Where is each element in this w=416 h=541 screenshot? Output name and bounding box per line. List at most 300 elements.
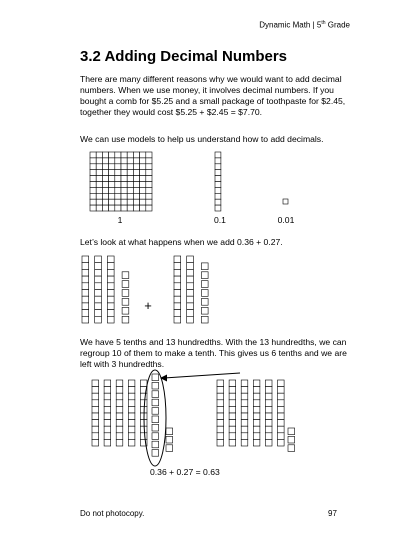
- hundreds-flat-model: [90, 152, 152, 211]
- flat-cell: [146, 182, 152, 188]
- flat-cell: [121, 182, 127, 188]
- tenth-rod-cell: [82, 296, 89, 303]
- tenth-rod-cell: [140, 433, 147, 440]
- tenth-rod-cell: [241, 387, 248, 394]
- tenth-rod-cell: [265, 413, 272, 420]
- page-header: Dynamic Math | 5th Grade: [259, 20, 350, 30]
- tenth-rod-cell: [82, 316, 89, 323]
- tenth-rod-cell: [241, 433, 248, 440]
- tenth-rod-cell: [95, 269, 102, 276]
- flat-cell: [127, 193, 133, 199]
- tenth-rod-cell: [229, 400, 236, 407]
- tenth-rod-model: [215, 152, 221, 211]
- tenth-rod-cell: [128, 426, 135, 433]
- flat-cell: [90, 164, 96, 170]
- tenth-rod-cell: [128, 380, 135, 387]
- flat-cell: [127, 182, 133, 188]
- tenth-rod-cell: [253, 439, 260, 446]
- flat-cell: [146, 158, 152, 164]
- tenth-rod-cell: [95, 256, 102, 263]
- tenth-rod-cell: [82, 290, 89, 297]
- tenth-rod-cell: [82, 256, 89, 263]
- flat-cell: [102, 193, 108, 199]
- tenth-rod-cell: [82, 310, 89, 317]
- tenth-rod-cell: [116, 420, 123, 427]
- hundredth-unit-model: [283, 199, 288, 204]
- flat-cell: [90, 205, 96, 211]
- flat-cell: [133, 182, 139, 188]
- flat-cell: [109, 170, 115, 176]
- tenth-rod-cell: [265, 393, 272, 400]
- flat-cell: [127, 152, 133, 158]
- flat-cell: [90, 193, 96, 199]
- hundredth-unit: [166, 428, 173, 435]
- hundredth-unit: [152, 424, 159, 431]
- tenth-rod-cell: [265, 380, 272, 387]
- flat-cell: [109, 152, 115, 158]
- flat-cell: [109, 176, 115, 182]
- tenth-rod-cell: [265, 387, 272, 394]
- tenth-rod-cell: [215, 152, 221, 158]
- flat-cell: [127, 187, 133, 193]
- hundredth-unit: [122, 307, 129, 314]
- tenth-rod-cell: [217, 426, 224, 433]
- tenth-rod-cell: [215, 158, 221, 164]
- tenth-rod-cell: [92, 420, 99, 427]
- flat-cell: [109, 182, 115, 188]
- label-tenth: 0.1: [214, 215, 226, 225]
- hundredth-unit: [122, 281, 129, 288]
- regroup-arrow: [164, 373, 240, 378]
- tenth-rod-cell: [217, 433, 224, 440]
- tenth-rod-cell: [253, 426, 260, 433]
- tenth-rod-cell: [253, 413, 260, 420]
- label-hundredth: 0.01: [277, 215, 295, 225]
- flat-cell: [90, 199, 96, 205]
- tenth-rod-cell: [187, 283, 194, 290]
- tenth-rod-cell: [278, 439, 285, 446]
- tenth-rod-cell: [116, 433, 123, 440]
- hundredth-unit: [201, 290, 208, 297]
- flat-cell: [121, 199, 127, 205]
- flat-cell: [140, 158, 146, 164]
- hundredth-unit: [288, 445, 295, 452]
- tenth-rod-cell: [107, 263, 114, 270]
- tenth-rod-cell: [253, 387, 260, 394]
- tenth-rod-cell: [278, 380, 285, 387]
- flat-cell: [96, 152, 102, 158]
- tenth-rod-cell: [104, 406, 111, 413]
- hundredth-unit: [201, 299, 208, 306]
- tenth-rod-cell: [187, 316, 194, 323]
- flat-cell: [140, 182, 146, 188]
- flat-cell: [102, 170, 108, 176]
- flat-cell: [146, 187, 152, 193]
- tenth-rod-cell: [174, 296, 181, 303]
- flat-cell: [109, 187, 115, 193]
- hundredth-unit: [152, 399, 159, 406]
- tenth-rod-cell: [187, 263, 194, 270]
- flat-cell: [96, 182, 102, 188]
- flat-cell: [133, 164, 139, 170]
- flat-cell: [133, 152, 139, 158]
- tenth-rod-cell: [95, 290, 102, 297]
- flat-cell: [102, 176, 108, 182]
- flat-cell: [90, 182, 96, 188]
- tenth-rod-cell: [215, 193, 221, 199]
- tenth-rod-cell: [92, 393, 99, 400]
- flat-cell: [127, 205, 133, 211]
- hundredth-unit: [201, 316, 208, 323]
- tenth-rod-cell: [241, 413, 248, 420]
- flat-cell: [127, 170, 133, 176]
- flat-cell: [102, 152, 108, 158]
- hundredth-unit: [201, 281, 208, 288]
- tenth-rod-cell: [215, 164, 221, 170]
- flat-cell: [96, 199, 102, 205]
- hundredth-unit: [152, 374, 159, 381]
- tenth-rod-cell: [128, 387, 135, 394]
- tenth-rod-cell: [253, 400, 260, 407]
- hundredth-unit: [201, 272, 208, 279]
- flat-cell: [109, 193, 115, 199]
- flat-cell: [140, 187, 146, 193]
- tenth-rod-cell: [116, 413, 123, 420]
- flat-cell: [121, 176, 127, 182]
- tenth-rod-cell: [104, 413, 111, 420]
- tenth-rod-cell: [92, 400, 99, 407]
- tenth-rod-cell: [92, 380, 99, 387]
- tenth-rod-cell: [140, 400, 147, 407]
- tenth-rod-cell: [215, 182, 221, 188]
- tenth-rod-cell: [229, 433, 236, 440]
- flat-cell: [133, 193, 139, 199]
- tenth-rod-cell: [215, 199, 221, 205]
- tenth-rod-cell: [217, 406, 224, 413]
- tenth-rod-cell: [215, 170, 221, 176]
- hundredth-unit: [152, 408, 159, 415]
- tenth-rod-cell: [104, 439, 111, 446]
- flat-cell: [96, 187, 102, 193]
- tenth-rod-cell: [128, 439, 135, 446]
- regroup-arrowhead: [160, 375, 167, 382]
- tenth-rod-cell: [95, 296, 102, 303]
- tenth-rod-cell: [278, 393, 285, 400]
- tenth-rod-cell: [95, 310, 102, 317]
- flat-cell: [96, 164, 102, 170]
- tenth-rod-cell: [217, 439, 224, 446]
- flat-cell: [140, 152, 146, 158]
- result-model: [217, 380, 295, 451]
- flat-cell: [96, 193, 102, 199]
- flat-cell: [140, 199, 146, 205]
- tenth-rod-cell: [278, 420, 285, 427]
- tenth-rod-cell: [217, 387, 224, 394]
- tenth-rod-cell: [107, 256, 114, 263]
- tenth-rod-cell: [265, 426, 272, 433]
- hundredth-unit: [122, 290, 129, 297]
- flat-cell: [115, 164, 121, 170]
- flat-cell: [140, 176, 146, 182]
- hundredth-unit: [122, 299, 129, 306]
- tenth-rod-cell: [241, 426, 248, 433]
- flat-cell: [133, 199, 139, 205]
- flat-cell: [133, 176, 139, 182]
- tenth-rod-cell: [217, 400, 224, 407]
- flat-cell: [102, 164, 108, 170]
- flat-cell: [146, 152, 152, 158]
- tenth-rod-cell: [82, 303, 89, 310]
- tenth-rod-cell: [104, 393, 111, 400]
- flat-cell: [115, 176, 121, 182]
- hundredth-unit: [122, 272, 129, 279]
- intro-paragraph: There are many different reasons why we would want to add decimal numbers. When we use money, it involves decimal numbers. If you bought a comb for $5.25 and a small package of toothpaste for $2.45, together they would cost $5.25 + $2.45 = $7.70.: [80, 74, 346, 117]
- tenth-rod-cell: [241, 400, 248, 407]
- tenth-rod-cell: [265, 439, 272, 446]
- tenth-rod-cell: [116, 439, 123, 446]
- tenth-rod-cell: [174, 316, 181, 323]
- flat-cell: [115, 205, 121, 211]
- tenth-rod-cell: [116, 387, 123, 394]
- tenth-rod-cell: [82, 283, 89, 290]
- tenth-rod-cell: [140, 393, 147, 400]
- tenth-rod-cell: [253, 433, 260, 440]
- hundredth-unit: [201, 263, 208, 270]
- flat-cell: [121, 205, 127, 211]
- tenth-rod-cell: [174, 256, 181, 263]
- tenth-rod-cell: [95, 263, 102, 270]
- tenth-rod-cell: [140, 380, 147, 387]
- tenth-rod-cell: [174, 276, 181, 283]
- hundredth-unit: [166, 445, 173, 452]
- hundredth-unit: [283, 199, 288, 204]
- tenth-rod-cell: [174, 303, 181, 310]
- tenth-rod-cell: [265, 420, 272, 427]
- flat-cell: [115, 158, 121, 164]
- flat-cell: [133, 158, 139, 164]
- tenth-rod-cell: [278, 406, 285, 413]
- hundredth-unit: [166, 436, 173, 443]
- tenth-rod-cell: [128, 400, 135, 407]
- tenth-rod-cell: [128, 433, 135, 440]
- tenth-rod-cell: [107, 269, 114, 276]
- tenth-rod-cell: [104, 426, 111, 433]
- tenth-rod-cell: [174, 290, 181, 297]
- tenth-rod-cell: [104, 387, 111, 394]
- tenth-rod-cell: [241, 393, 248, 400]
- flat-cell: [146, 205, 152, 211]
- flat-cell: [102, 187, 108, 193]
- flat-cell: [127, 199, 133, 205]
- flat-cell: [90, 170, 96, 176]
- tenth-rod-cell: [128, 420, 135, 427]
- flat-cell: [121, 164, 127, 170]
- flat-cell: [140, 205, 146, 211]
- tenth-rod-cell: [107, 310, 114, 317]
- flat-cell: [96, 170, 102, 176]
- tenth-rod-cell: [82, 263, 89, 270]
- hundredth-unit: [152, 391, 159, 398]
- tenth-rod-cell: [107, 290, 114, 297]
- flat-cell: [146, 193, 152, 199]
- tenth-rod-cell: [187, 310, 194, 317]
- flat-cell: [115, 152, 121, 158]
- tenth-rod-cell: [187, 296, 194, 303]
- tenth-rod-cell: [215, 205, 221, 211]
- tenth-rod-cell: [215, 176, 221, 182]
- flat-cell: [146, 164, 152, 170]
- tenth-rod-cell: [174, 283, 181, 290]
- flat-cell: [96, 158, 102, 164]
- flat-cell: [133, 205, 139, 211]
- flat-cell: [133, 187, 139, 193]
- tenth-rod-cell: [116, 400, 123, 407]
- tenth-rod-cell: [278, 387, 285, 394]
- tenth-rod-cell: [229, 439, 236, 446]
- tenth-rod-cell: [104, 433, 111, 440]
- flat-cell: [96, 176, 102, 182]
- tenth-rod-cell: [241, 380, 248, 387]
- hundredth-unit: [122, 316, 129, 323]
- hundredth-unit: [152, 450, 159, 457]
- plus-sign: +: [144, 298, 152, 313]
- flat-cell: [121, 152, 127, 158]
- flat-cell: [115, 170, 121, 176]
- hundredth-unit: [152, 416, 159, 423]
- tenth-rod-cell: [217, 413, 224, 420]
- combined-model: [92, 374, 173, 456]
- flat-cell: [121, 158, 127, 164]
- tenth-rod-cell: [104, 400, 111, 407]
- flat-cell: [140, 193, 146, 199]
- tenth-rod-cell: [253, 420, 260, 427]
- sum-equation: 0.36 + 0.27 = 0.63: [150, 467, 220, 477]
- flat-cell: [115, 199, 121, 205]
- tenth-rod-cell: [265, 433, 272, 440]
- tenth-rod-cell: [116, 380, 123, 387]
- flat-cell: [121, 170, 127, 176]
- tenth-rod-cell: [229, 406, 236, 413]
- first-addend-model: [82, 256, 129, 323]
- tenth-rod-cell: [92, 413, 99, 420]
- hundredth-unit: [152, 382, 159, 389]
- tenth-rod-cell: [95, 316, 102, 323]
- tenth-rod-cell: [253, 380, 260, 387]
- example-paragraph: Let’s look at what happens when we add 0.36 + 0.27.: [80, 237, 283, 247]
- tenth-rod-cell: [116, 406, 123, 413]
- tenth-rod-cell: [241, 439, 248, 446]
- models-paragraph: We can use models to help us understand how to add decimals.: [80, 134, 324, 144]
- tenth-rod-cell: [217, 393, 224, 400]
- flat-cell: [121, 187, 127, 193]
- tenth-rod-cell: [128, 413, 135, 420]
- tenth-rod-cell: [229, 380, 236, 387]
- tenth-rod-cell: [128, 406, 135, 413]
- flat-cell: [90, 187, 96, 193]
- tenth-rod-cell: [253, 406, 260, 413]
- flat-cell: [102, 205, 108, 211]
- regroup-paragraph: We have 5 tenths and 13 hundredths. With the 13 hundredths, we can regroup 10 of them to make a tenth. This gives us 6 tenths and we are left with 3 hundredths.: [80, 337, 347, 369]
- tenth-rod-cell: [107, 283, 114, 290]
- flat-cell: [109, 205, 115, 211]
- hundredth-unit: [288, 428, 295, 435]
- tenth-rod-cell: [241, 406, 248, 413]
- flat-cell: [109, 158, 115, 164]
- tenth-rod-cell: [265, 400, 272, 407]
- flat-cell: [140, 164, 146, 170]
- tenth-rod-cell: [229, 420, 236, 427]
- tenth-rod-cell: [92, 406, 99, 413]
- flat-cell: [127, 158, 133, 164]
- tenth-rod-cell: [104, 420, 111, 427]
- flat-cell: [127, 164, 133, 170]
- label-one: 1: [117, 215, 123, 225]
- tenth-rod-cell: [187, 276, 194, 283]
- tenth-rod-cell: [217, 380, 224, 387]
- flat-cell: [102, 199, 108, 205]
- hundredth-unit: [152, 433, 159, 440]
- tenth-rod-cell: [92, 387, 99, 394]
- tenth-rod-cell: [241, 420, 248, 427]
- tenth-rod-cell: [215, 187, 221, 193]
- hundredth-unit: [152, 441, 159, 448]
- flat-cell: [146, 176, 152, 182]
- tenth-rod-cell: [116, 393, 123, 400]
- flat-cell: [121, 193, 127, 199]
- footer-notice: Do not photocopy.: [80, 509, 145, 518]
- tenth-rod-cell: [95, 283, 102, 290]
- flat-cell: [115, 182, 121, 188]
- flat-cell: [115, 187, 121, 193]
- tenth-rod-cell: [278, 426, 285, 433]
- tenth-rod-cell: [107, 276, 114, 283]
- tenth-rod-cell: [107, 316, 114, 323]
- flat-cell: [140, 170, 146, 176]
- tenth-rod-cell: [187, 256, 194, 263]
- tenth-rod-cell: [278, 413, 285, 420]
- tenth-rod-cell: [95, 276, 102, 283]
- flat-cell: [102, 182, 108, 188]
- flat-cell: [115, 193, 121, 199]
- tenth-rod-cell: [116, 426, 123, 433]
- tenth-rod-cell: [229, 387, 236, 394]
- second-addend-model: [174, 256, 208, 323]
- flat-cell: [146, 170, 152, 176]
- flat-cell: [109, 164, 115, 170]
- tenth-rod-cell: [278, 400, 285, 407]
- flat-cell: [90, 158, 96, 164]
- tenth-rod-cell: [128, 393, 135, 400]
- tenth-rod-cell: [265, 406, 272, 413]
- tenth-rod-cell: [107, 303, 114, 310]
- tenth-rod-cell: [82, 276, 89, 283]
- tenth-rod-cell: [229, 426, 236, 433]
- flat-cell: [90, 176, 96, 182]
- tenth-rod-cell: [187, 269, 194, 276]
- flat-cell: [127, 176, 133, 182]
- tenth-rod-cell: [92, 439, 99, 446]
- tenth-rod-cell: [187, 303, 194, 310]
- tenth-rod-cell: [174, 263, 181, 270]
- page-number: 97: [328, 509, 337, 518]
- flat-cell: [109, 199, 115, 205]
- tenth-rod-cell: [104, 380, 111, 387]
- tenth-rod-cell: [217, 420, 224, 427]
- flat-cell: [96, 205, 102, 211]
- tenth-rod-cell: [174, 269, 181, 276]
- flat-cell: [146, 199, 152, 205]
- tenth-rod-cell: [187, 290, 194, 297]
